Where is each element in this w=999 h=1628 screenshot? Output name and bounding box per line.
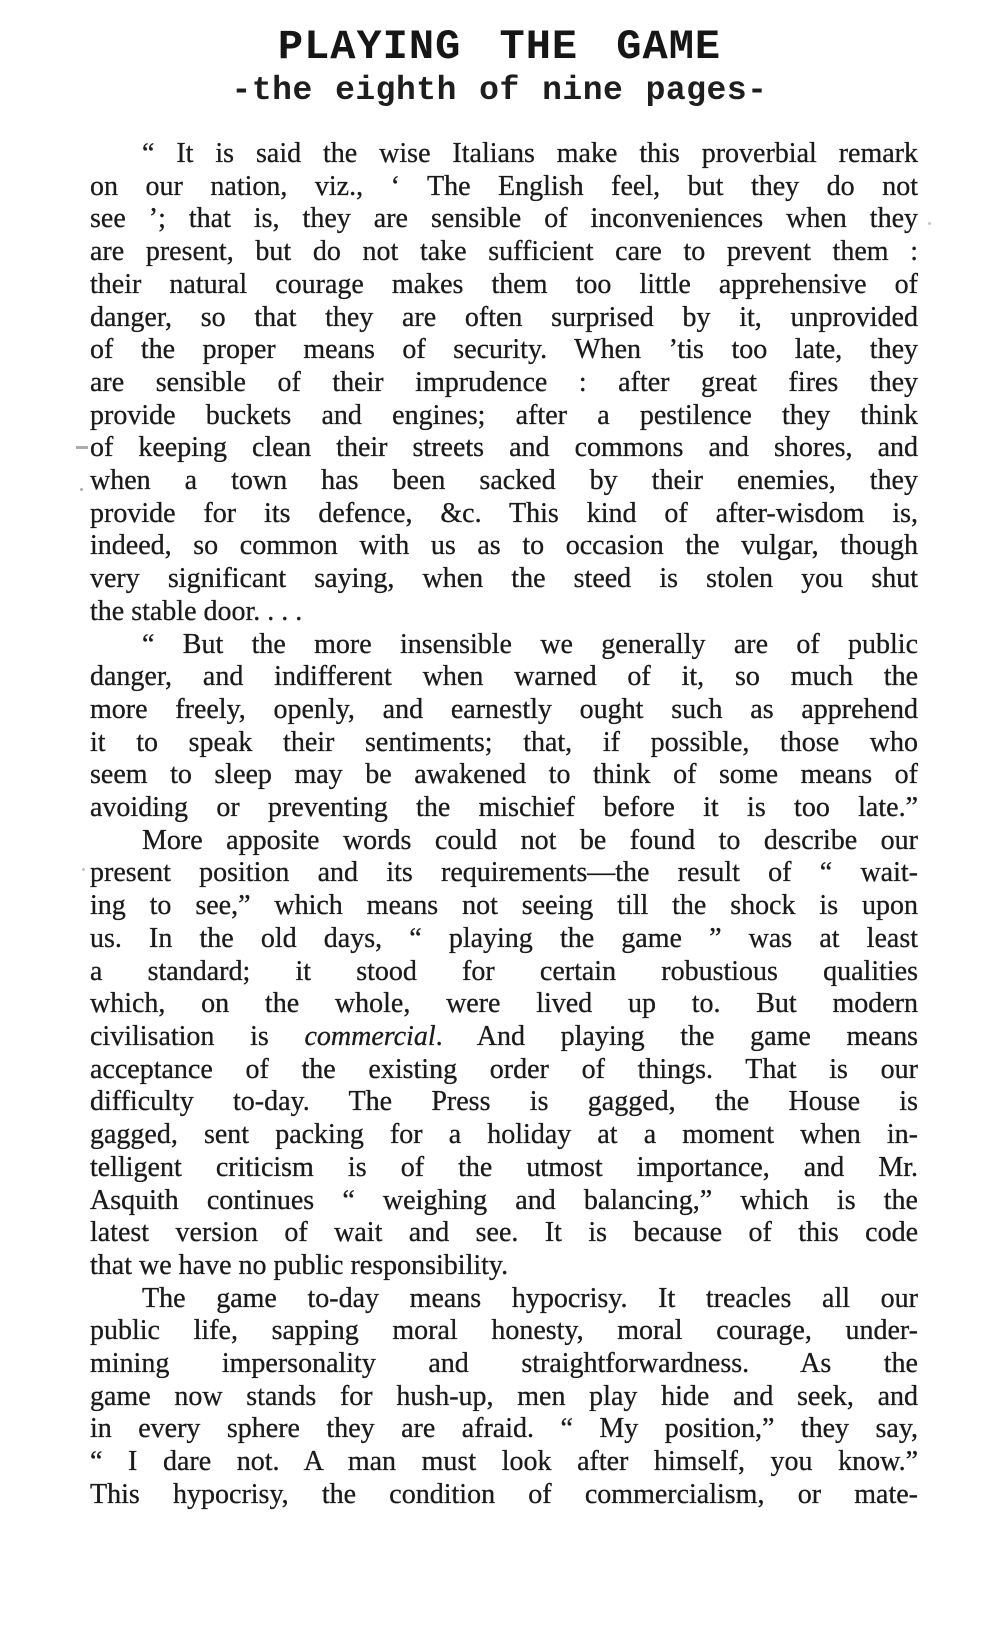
text-line: it to speak their sentiments; that, if possible, those who (90, 726, 918, 758)
text-line: mining impersonality and straightforwardness. As the (90, 1348, 918, 1380)
text-line: more freely, openly, and earnestly ought such as apprehend (90, 693, 918, 725)
text-line: that we have no public responsibility. (90, 1249, 509, 1281)
text-line: present position and its requirements—the result of “ wait- (90, 857, 918, 889)
text-line: difficulty to-day. The Press is gagged, the House is (90, 1086, 918, 1118)
italic-text: commercial (304, 1020, 436, 1052)
page-title: PLAYING THE GAME (277, 23, 722, 71)
text-line: provide buckets and engines; after a pestilence they think (90, 399, 918, 431)
text-line: danger, and indifferent when warned of it, so much the (90, 661, 918, 693)
text-line: danger, so that they are often surprised by it, unprovided (90, 301, 918, 333)
page-subtitle: -the eighth of nine pages- (231, 72, 768, 109)
scan-artifact (82, 868, 85, 871)
text-line: “ I dare not. A man must look after himself, you know.” (90, 1446, 918, 1478)
text-line: More apposite words could not be found to describe our (142, 824, 918, 856)
text-line: see ’; that is, they are sensible of inconveniences when they (90, 203, 918, 235)
text-line: avoiding or preventing the mischief before it is too late.” (90, 792, 918, 824)
text-line: Asquith continues “ weighing and balancing,” which is the (90, 1184, 918, 1216)
text-line: of keeping clean their streets and commons and shores, and (90, 432, 918, 464)
text-line: are sensible of their imprudence : after great fires they (90, 366, 918, 398)
text-segment: . And playing the game means (435, 1020, 918, 1052)
paragraph (90, 825, 918, 1283)
text-line: “ But the more insensible we generally are of public (142, 628, 918, 660)
title-block (0, 0, 999, 110)
scan-artifact (80, 488, 83, 491)
text-line: which, on the whole, were lived up to. But modern (90, 988, 918, 1020)
text-line: indeed, so common with us as to occasion the vulgar, though (90, 530, 918, 562)
paragraph (90, 629, 918, 825)
text-line: The game to-day means hypocrisy. It treacles all our (142, 1282, 918, 1314)
page-body (90, 138, 918, 1512)
text-segment: civilisation is (90, 1020, 305, 1052)
text-line: when a town has been sacked by their enemies, they (90, 465, 918, 497)
text-line: telligent criticism is of the utmost importance, and Mr. (90, 1151, 918, 1183)
paragraph (90, 1283, 918, 1512)
text-line (90, 1021, 918, 1054)
scan-artifact (76, 446, 88, 449)
text-line: This hypocrisy, the condition of commercialism, or mate- (90, 1478, 918, 1510)
text-line: latest version of wait and see. It is because of this code (90, 1217, 918, 1249)
text-line: of the proper means of security. When ’tis too late, they (90, 334, 918, 366)
text-line: the stable door. . . . (90, 595, 303, 627)
text-line: provide for its defence, &c. This kind of after-wisdom is, (90, 497, 918, 529)
text-line: gagged, sent packing for a holiday at a moment when in- (90, 1119, 918, 1151)
text-line: ing to see,” which means not seeing till the shock is upon (90, 890, 918, 922)
text-line: acceptance of the existing order of things. That is our (90, 1053, 918, 1085)
text-line: seem to sleep may be awakened to think of some means of (90, 759, 918, 791)
scan-artifact (928, 222, 931, 225)
paragraph (90, 138, 918, 629)
text-line: very significant saying, when the steed is stolen you shut (90, 563, 918, 595)
text-line: a standard; it stood for certain robustious qualities (90, 955, 918, 987)
text-line: “ It is said the wise Italians make this proverbial remark (142, 138, 918, 169)
text-line: their natural courage makes them too little apprehensive of (90, 268, 918, 300)
text-line: on our nation, viz., ‘ The English feel, but they do not (90, 170, 918, 202)
text-line: are present, but do not take sufficient care to prevent them : (90, 236, 918, 268)
text-line: in every sphere they are afraid. “ My position,” they say, (90, 1413, 918, 1445)
text-line: game now stands for hush-up, men play hide and seek, and (90, 1380, 918, 1412)
text-line: us. In the old days, “ playing the game ” was at least (90, 922, 918, 954)
text-line: public life, sapping moral honesty, moral courage, under- (90, 1315, 918, 1347)
